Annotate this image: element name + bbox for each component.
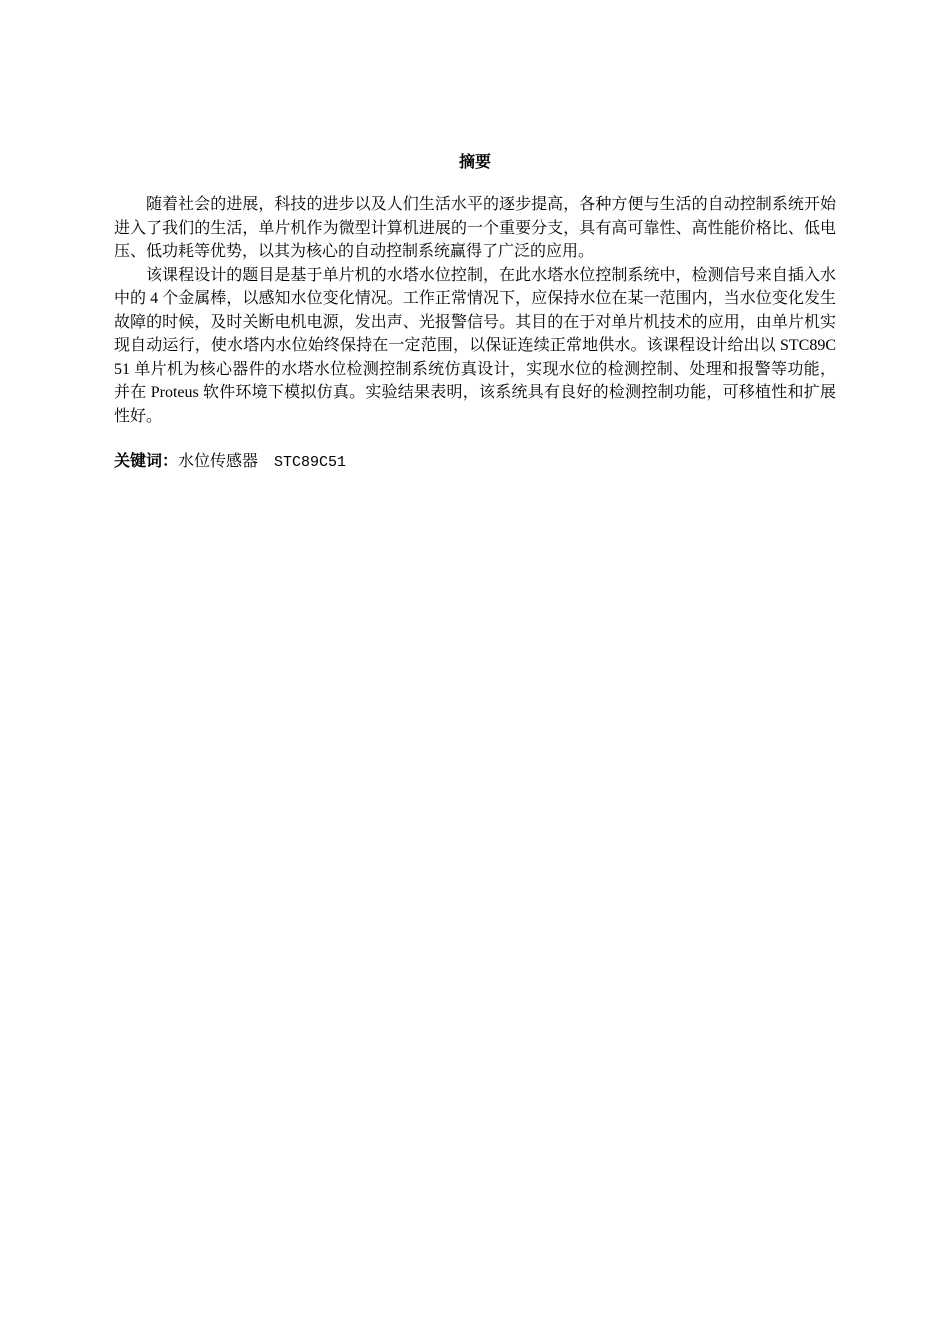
- keywords-label: 关键词：: [114, 451, 179, 470]
- abstract-title: 摘要: [458, 152, 491, 171]
- abstract-section: [114, 150, 836, 475]
- abstract-paragraph-2: 该课程设计的题目是基于单片机的水塔水位控制，在此水塔水位控制系统中，检测信号来自插入水中的 4 个金属棒，以感知水位变化情况。工作正常情况下，应保持水位在某一范围内，当水位变化发生故障的时候，及时关断电机电源，发出声、光报警信号。其目的在于对单片机技术的应用，由单片机实现自动运行，使水塔内水位始终保持在一定范围，以保证连续正常地供水。该课程设计给出以 STC89C51 单片机为核心器件的水塔水位检测控制系统仿真设计，实现水位的检测控制、处理和报警等功能，并在 Proteus 软件环境下模拟仿真。实验结果表明，该系统具有良好的检测控制功能，可移植性和扩展性好。: [114, 266, 836, 425]
- keywords-value: 水位传感器: [178, 453, 275, 470]
- abstract-paragraph-1: 随着社会的进展，科技的进步以及人们生活水平的逐步提高，各种方便与生活的自动控制系统开始进入了我们的生活，单片机作为微型计算机进展的一个重要分支，具有高可靠性、高性能价格比、低电压、低功耗等优势，以其为核心的自动控制系统赢得了广泛的应用。: [114, 196, 836, 260]
- keywords-code: STC89C51: [274, 454, 347, 471]
- keywords-line: [114, 449, 836, 475]
